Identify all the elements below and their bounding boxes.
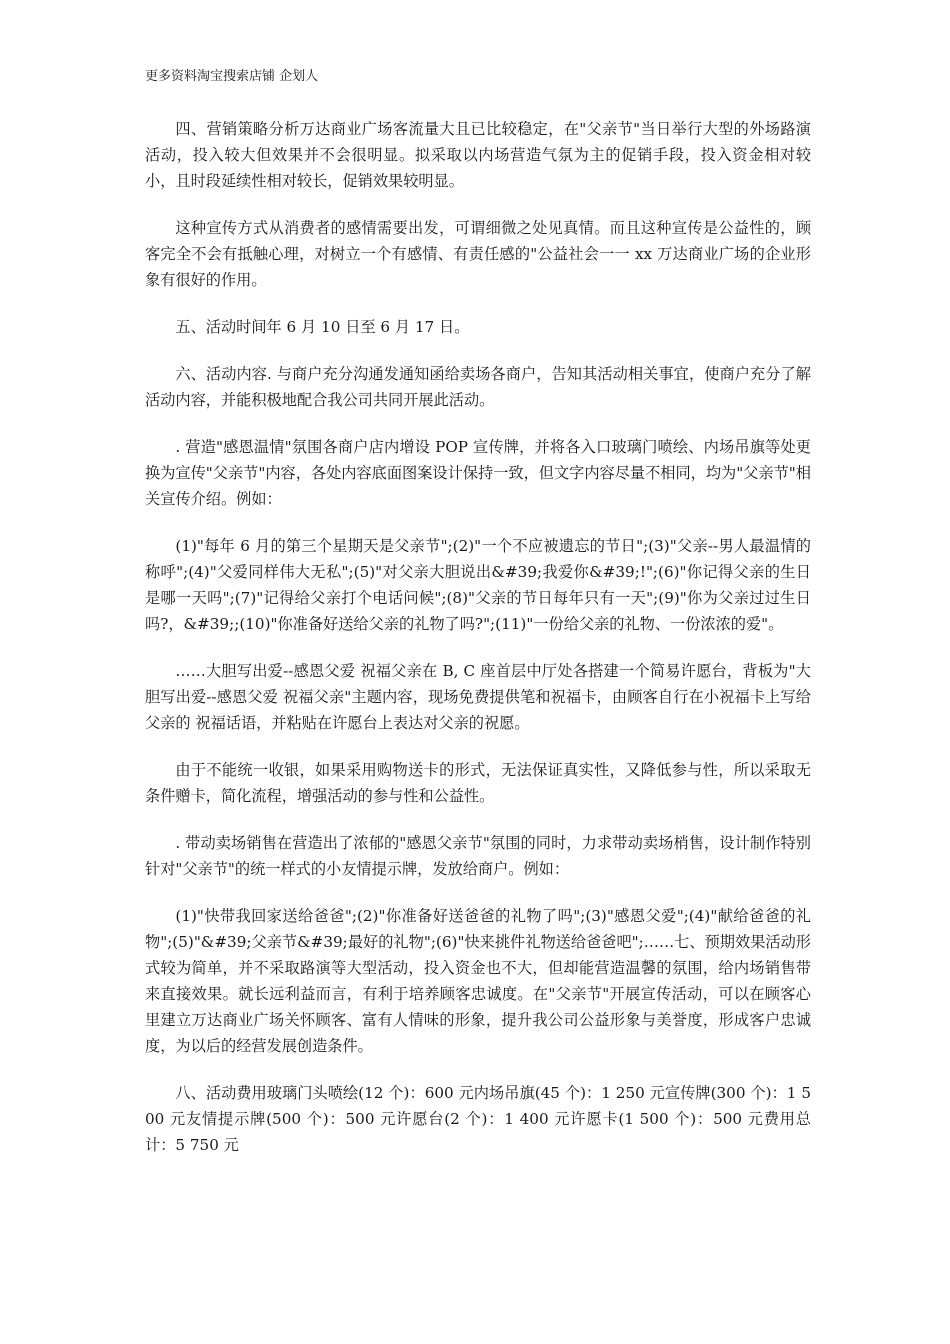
paragraph-drive-sales: . 带动卖场销售在营造出了浓郁的"感恩父亲节"氛围的同时，力求带动卖场梢售，设计制作特别针对"父亲节"的统一样式的小友情提示牌，发放给商户。例如： — [145, 834, 811, 878]
paragraph-promotion-method: 这种宣传方式从消费者的感情需要出发，可谓细微之处见真情。而且这种宣传是公益性的，顾客完全不会有抵触心理，对树立一个有感情、有责任感的"公益社会一一 xx 万达商业广场的企业形象有很好的作用。 — [145, 219, 811, 289]
paragraph-event-costs: 八、活动费用玻璃门头喷绘(12 个)：600 元内场吊旗(45 个)：1 250 元宣传牌(300 个)：1 500 元友情提示牌(500 个)：500 元许愿台(2 个)：1 400 元许愿卡(1 500 个)：500 元费用总计：5 750 元 — [145, 1084, 811, 1154]
paragraph-free-cards: 由于不能统一收银，如果采用购物送卡的形式，无法保证真实性，又降低参与性，所以采取无条件赠卡，简化流程，增强活动的参与性和公益性。 — [145, 761, 811, 805]
paragraph-event-time: 五、活动时间年 6 月 10 日至 6 月 17 日。 — [175, 318, 470, 336]
paragraph-slogans: (1)"每年 6 月的第三个星期天是父亲节";(2)"一个不应被遗忘的节日";(3)"父亲--男人最温情的称呼";(4)"父爱同样伟大无私";(5)"对父亲大胆说出&#39;我爱你&#39;!";(6)"你记得父亲的生日是哪一天吗";(7)"记得给父亲打个电话问候";(8)"父亲的节日每年只有一天";(9)"你为父亲过过生日吗?，&#39;;(10)"你准备好送给父亲的礼物了吗?";(11)"一份给父亲的礼物、一份浓浓的爱"。 — [145, 537, 811, 633]
paragraph-marketing-strategy: 四、营销策略分析万达商业广场客流量大且已比较稳定，在"父亲节"当日举行大型的外场路演活动，投入较大但效果并不会很明显。拟采取以内场营造气氛为主的促销手段，投入资金相对较小，且时段延续性相对较长，促销效果较明显。 — [145, 120, 811, 190]
document-body — [145, 116, 811, 1179]
page-header: 更多资料淘宝搜索店铺 企划人 — [145, 69, 319, 84]
paragraph-reminder-slogans: (1)"快带我回家送给爸爸";(2)"你准备好送爸爸的礼物了吗";(3)"感恩父爱";(4)"献给爸爸的礼物";(5)"&#39;父亲节&#39;最好的礼物";(6)"快来挑件礼物送给爸爸吧";……七、预期效果活动形式较为简单，并不采取路演等大型活动，投入资金也不大，但却能营造温馨的氛围，给内场销售带来直接效果。就长远利益而言，有利于培养顾客忠诚度。在"父亲节"开展宣传活动，可以在顾客心里建立万达商业广场关怀顾客、富有人情味的形象，提升我公司公益形象与美誉度，形成客户忠诚度，为以后的经营发展创造条件。 — [145, 907, 811, 1055]
paragraph-atmosphere: . 营造"感恩温情"氛围各商户店内增设 POP 宣传牌，并将各入口玻璃门喷绘、内场吊旗等处更换为宣传"父亲节"内容，各处内容底面图案设计保持一致，但文字内容尽量不相同，均为"父亲节"相关宣传介绍。例如： — [145, 438, 811, 508]
paragraph-event-content: 六、活动内容. 与商户充分沟通发通知函给卖场各商户，告知其活动相关事宜，使商户充分了解活动内容，并能积极地配合我公司共同开展此活动。 — [145, 365, 811, 409]
paragraph-wish-board: ……大胆写出爱--感恩父爱 祝福父亲在 B, C 座首层中厅处各搭建一个简易许愿台，背板为"大胆写出爱--感恩父爱 祝福父亲"主题内容，现场免费提供笔和祝福卡，由顾客自行在小祝福卡上写给父亲的 祝福话语，并粘贴在许愿台上表达对父亲的祝愿。 — [145, 662, 811, 732]
